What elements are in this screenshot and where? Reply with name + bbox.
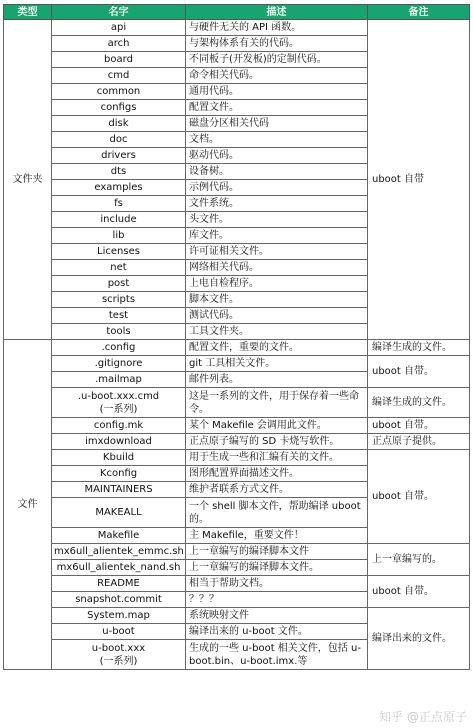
desc-cell: 编译出来的 u-boot 文件。	[186, 624, 368, 640]
name-line-sub: (一系列)	[99, 655, 138, 667]
name-cell: Kbuild	[52, 450, 186, 466]
note-cell: uboot 自带。	[368, 576, 470, 608]
note-cell: 编译生成的文件。	[368, 388, 470, 418]
name-cell: api	[52, 20, 186, 36]
desc-cell: 这是一系列的文件，用于保存着一些命令。	[186, 388, 368, 418]
desc-cell: 文档。	[186, 132, 368, 148]
name-cell: configs	[52, 100, 186, 116]
name-cell: arch	[52, 36, 186, 52]
note-cell: uboot 自带	[368, 20, 470, 340]
name-cell: net	[52, 260, 186, 276]
name-cell: cmd	[52, 68, 186, 84]
name-cell: post	[52, 276, 186, 292]
name-cell: scripts	[52, 292, 186, 308]
name-cell: .config	[52, 340, 186, 356]
desc-cell: 系统映射文件	[186, 608, 368, 624]
name-line-sub: (一系列)	[99, 403, 138, 415]
desc-cell: 测试代码。	[186, 308, 368, 324]
name-cell: System.map	[52, 608, 186, 624]
name-cell: snapshot.commit	[52, 592, 186, 608]
name-cell: mx6ull_alientek_nand.sh	[52, 560, 186, 576]
desc-cell: 图形配置界面描述文件。	[186, 466, 368, 482]
desc-cell: 配置文件。	[186, 100, 368, 116]
header-note: 备注	[368, 5, 470, 20]
name-cell: include	[52, 212, 186, 228]
note-cell: 编译生成的文件。	[368, 340, 470, 356]
desc-cell: 维护者联系方式文件。	[186, 482, 368, 498]
desc-cell: 示例代码。	[186, 180, 368, 196]
desc-cell: 与架构体系有关的代码。	[186, 36, 368, 52]
note-cell: 正点原子提供。	[368, 434, 470, 450]
desc-cell: 与硬件无关的 API 函数。	[186, 20, 368, 36]
name-cell: dts	[52, 164, 186, 180]
table-row	[4, 388, 470, 418]
name-cell: examples	[52, 180, 186, 196]
name-cell: fs	[52, 196, 186, 212]
name-cell: drivers	[52, 148, 186, 164]
name-cell: Makefile	[52, 528, 186, 544]
desc-cell: 某个 Makefile 会调用此文件。	[186, 418, 368, 434]
uboot-directory-table	[3, 4, 470, 670]
name-cell: imxdownload	[52, 434, 186, 450]
header-name: 名字	[52, 5, 186, 20]
note-cell: uboot 自带。	[368, 356, 470, 388]
name-cell: disk	[52, 116, 186, 132]
watermark: 知乎 @正点原子	[379, 710, 467, 724]
table-header-row	[4, 5, 470, 20]
desc-cell: 正点原子编写的 SD 卡烧写软件。	[186, 434, 368, 450]
note-cell: uboot 自带。	[368, 418, 470, 434]
name-cell: Kconfig	[52, 466, 186, 482]
name-cell	[52, 640, 186, 670]
table-row	[4, 450, 470, 466]
table-row	[4, 340, 470, 356]
name-cell: config.mk	[52, 418, 186, 434]
desc-cell: 相当于帮助文档。	[186, 576, 368, 592]
name-cell: board	[52, 52, 186, 68]
name-cell: common	[52, 84, 186, 100]
name-cell: mx6ull_alientek_emmc.sh	[52, 544, 186, 560]
note-cell: 编译出来的文件。	[368, 608, 470, 670]
table-row	[4, 576, 470, 592]
name-cell	[52, 388, 186, 418]
name-cell: MAINTAINERS	[52, 482, 186, 498]
name-cell: MAKEALL	[52, 498, 186, 528]
desc-cell: 通用代码。	[186, 84, 368, 100]
desc-cell: 一个 shell 脚本文件，帮助编译 uboot 的。	[186, 498, 368, 528]
type-cell-file: 文件	[4, 340, 52, 670]
desc-cell: 生成的一些 u-boot 相关文件，包括 u-boot.bin、u-boot.imx.等	[186, 640, 368, 670]
table-row	[4, 356, 470, 372]
desc-cell: 头文件。	[186, 212, 368, 228]
desc-cell: 脚本文件。	[186, 292, 368, 308]
table-row	[4, 418, 470, 434]
uboot-directory-table-wrapper	[3, 4, 469, 670]
desc-cell: 文件系统。	[186, 196, 368, 212]
desc-cell: 主 Makefile，重要文件！	[186, 528, 368, 544]
desc-cell: 许可证相关文件。	[186, 244, 368, 260]
desc-cell: 上一章编写的编译脚本文件。	[186, 560, 368, 576]
desc-cell: 上一章编写的编译脚本文件	[186, 544, 368, 560]
desc-cell: 不同板子(开发板)的定制代码。	[186, 52, 368, 68]
desc-cell: git 工具相关文件。	[186, 356, 368, 372]
desc-cell: 库文件。	[186, 228, 368, 244]
desc-cell: 命令相关代码。	[186, 68, 368, 84]
name-cell: README	[52, 576, 186, 592]
desc-cell: 驱动代码。	[186, 148, 368, 164]
name-line: u-boot.xxx	[91, 642, 146, 654]
type-cell-folder: 文件夹	[4, 20, 52, 340]
name-cell: lib	[52, 228, 186, 244]
name-line: .u-boot.xxx.cmd	[77, 390, 160, 402]
table-row	[4, 608, 470, 624]
note-cell: uboot 自带。	[368, 450, 470, 544]
name-cell: .mailmap	[52, 372, 186, 388]
name-cell: u-boot	[52, 624, 186, 640]
desc-cell: 配置文件，重要的文件。	[186, 340, 368, 356]
desc-cell: 网络相关代码。	[186, 260, 368, 276]
desc-cell: 设备树。	[186, 164, 368, 180]
header-type: 类型	[4, 5, 52, 20]
name-cell: doc	[52, 132, 186, 148]
table-row	[4, 434, 470, 450]
table-row	[4, 20, 470, 36]
desc-cell: ？？？	[186, 592, 368, 608]
name-cell: tools	[52, 324, 186, 340]
desc-cell: 上电自检程序。	[186, 276, 368, 292]
header-desc: 描述	[186, 5, 368, 20]
note-cell: 上一章编写的。	[368, 544, 470, 576]
desc-cell: 磁盘分区相关代码	[186, 116, 368, 132]
name-cell: test	[52, 308, 186, 324]
table-row	[4, 544, 470, 560]
desc-cell: 工具文件夹。	[186, 324, 368, 340]
name-cell: .gitignore	[52, 356, 186, 372]
name-cell: Licenses	[52, 244, 186, 260]
desc-cell: 用于生成一些和汇编有关的文件。	[186, 450, 368, 466]
desc-cell: 邮件列表。	[186, 372, 368, 388]
